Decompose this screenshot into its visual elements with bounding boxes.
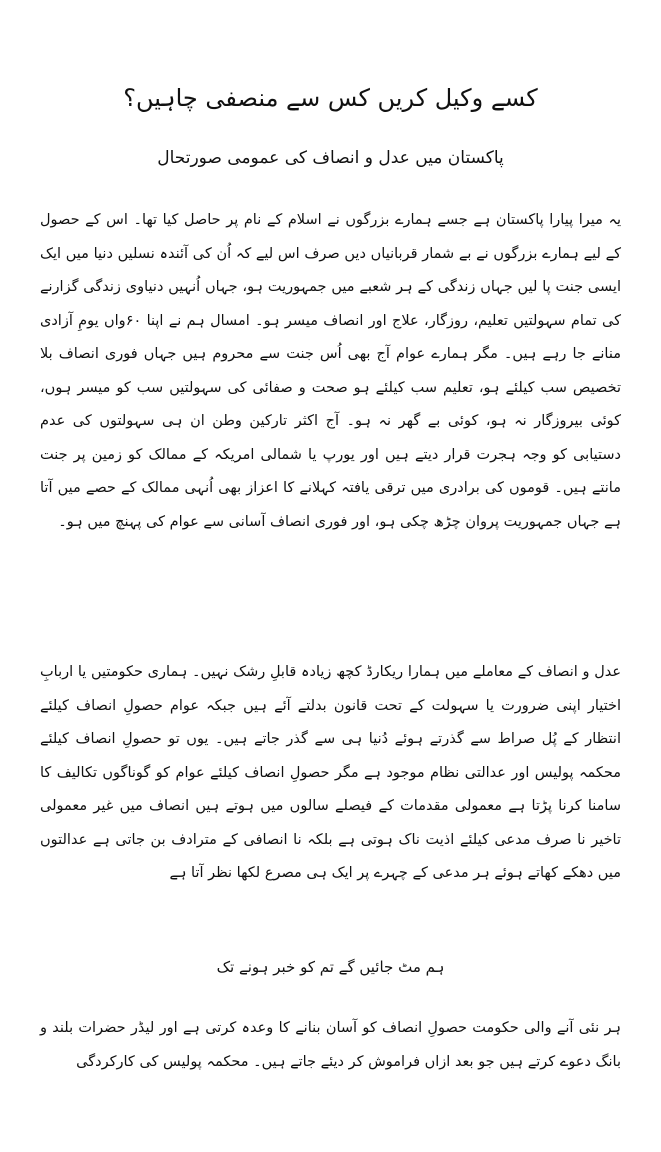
document-title: کسے وکیل کریں کس سے منصفی چاہیں؟ <box>123 84 538 112</box>
paragraph-justice-record: عدل و انصاف کے معاملے میں ہمارا ریکارڈ کچھ زیادہ قابلِ رشک نہیں۔ ہماری حکومتیں یا اربابِ اختیار اپنی ضرورت یا سہولت کے تحت قانون بدلتے آئے ہیں جبکہ عوام حصولِ انصاف کیلئے انتظار کے پُل صراط سے گذرتے ہوئے دُنیا ہی سے گذر جاتے ہیں۔ یوں تو حصولِ انصاف کیلئے محکمہ پولیس اور عدالتی نظام موجود ہے مگر حصولِ انصاف کیلئے عوام کو گوناگوں تکالیف کا سامنا کرنا پڑتا ہے معمولی مقدمات کے فیصلے سالوں میں ہوتے ہیں انصاف میں غیر معمولی تاخیر نا صرف مدعی کیلئے اذیت ناک ہوتی ہے بلکہ نا انصافی کے مترادف بن جاتی ہے عدالتوں میں دھکے کھاتے ہوئے ہر مدعی کے چہرے پر ایک ہی مصرع لکھا نظر آتا ہے <box>40 664 621 881</box>
paragraph-intro: یہ میرا پیارا پاکستان ہے جسے ہمارے بزرگوں نے اسلام کے نام پر حاصل کیا تھا۔ اس کے حصول کے لیے ہمارے بزرگوں نے بے شمار قربانیاں دیں صرف اس لیے کہ اُن کی آئندہ نسلیں دنیا میں ایک ایسی جنت پا لیں جہاں زندگی کے ہر شعبے میں جمہوریت ہو، جہاں اُنہیں دنیاوی زندگی گزارنے کی تمام سہولتیں تعلیم، روزگار، علاج اور انصاف میسر ہو۔ امسال ہم نے اپنا ۶۰واں یومِ آزادی منانے جا رہے ہیں۔ مگر ہمارے عوام آج بھی اُس جنت سے محروم ہیں جہاں فوری انصاف بلا تخصیص سب کیلئے ہو، تعلیم سب کیلئے ہو صحت و صفائی کی سہولتیں سب کو میسر ہوں، کوئی بیروزگار نہ ہو، کوئی بے گھر نہ ہو۔ آج اکثر تارکین وطن ان ہی سہولتوں کی عدم دستیابی کو وجہ ہجرت قرار دیتے ہیں اور یورپ یا شمالی امریکہ کے ممالک کو زمین پر جنت مانتے ہیں۔ قوموں کی برادری میں ترقی یافتہ کہلانے کا اعزاز بھی اُنہی ممالک کے حصے میں آتا ہے جہاں جمہوریت پروان چڑھ چکی ہو، اور فوری انصاف آسانی سے عوام کی پہنچ میں ہو۔ <box>40 212 621 530</box>
paragraph-government-promises: ہر نئی آنے والی حکومت حصولِ انصاف کو آسان بنانے کا وعدہ کرتی ہے اور لیڈر حضرات بلند و بانگ دعوے کرتے ہیں جو بعد ازاں فراموش کر دیئے جاتے ہیں۔ محکمہ پولیس کی کارکردگی <box>40 1020 621 1070</box>
verse-line: ہم مٹ جائیں گے تم کو خبر ہونے تک <box>216 958 445 976</box>
document-subtitle: پاکستان میں عدل و انصاف کی عمومی صورتحال <box>157 148 504 168</box>
